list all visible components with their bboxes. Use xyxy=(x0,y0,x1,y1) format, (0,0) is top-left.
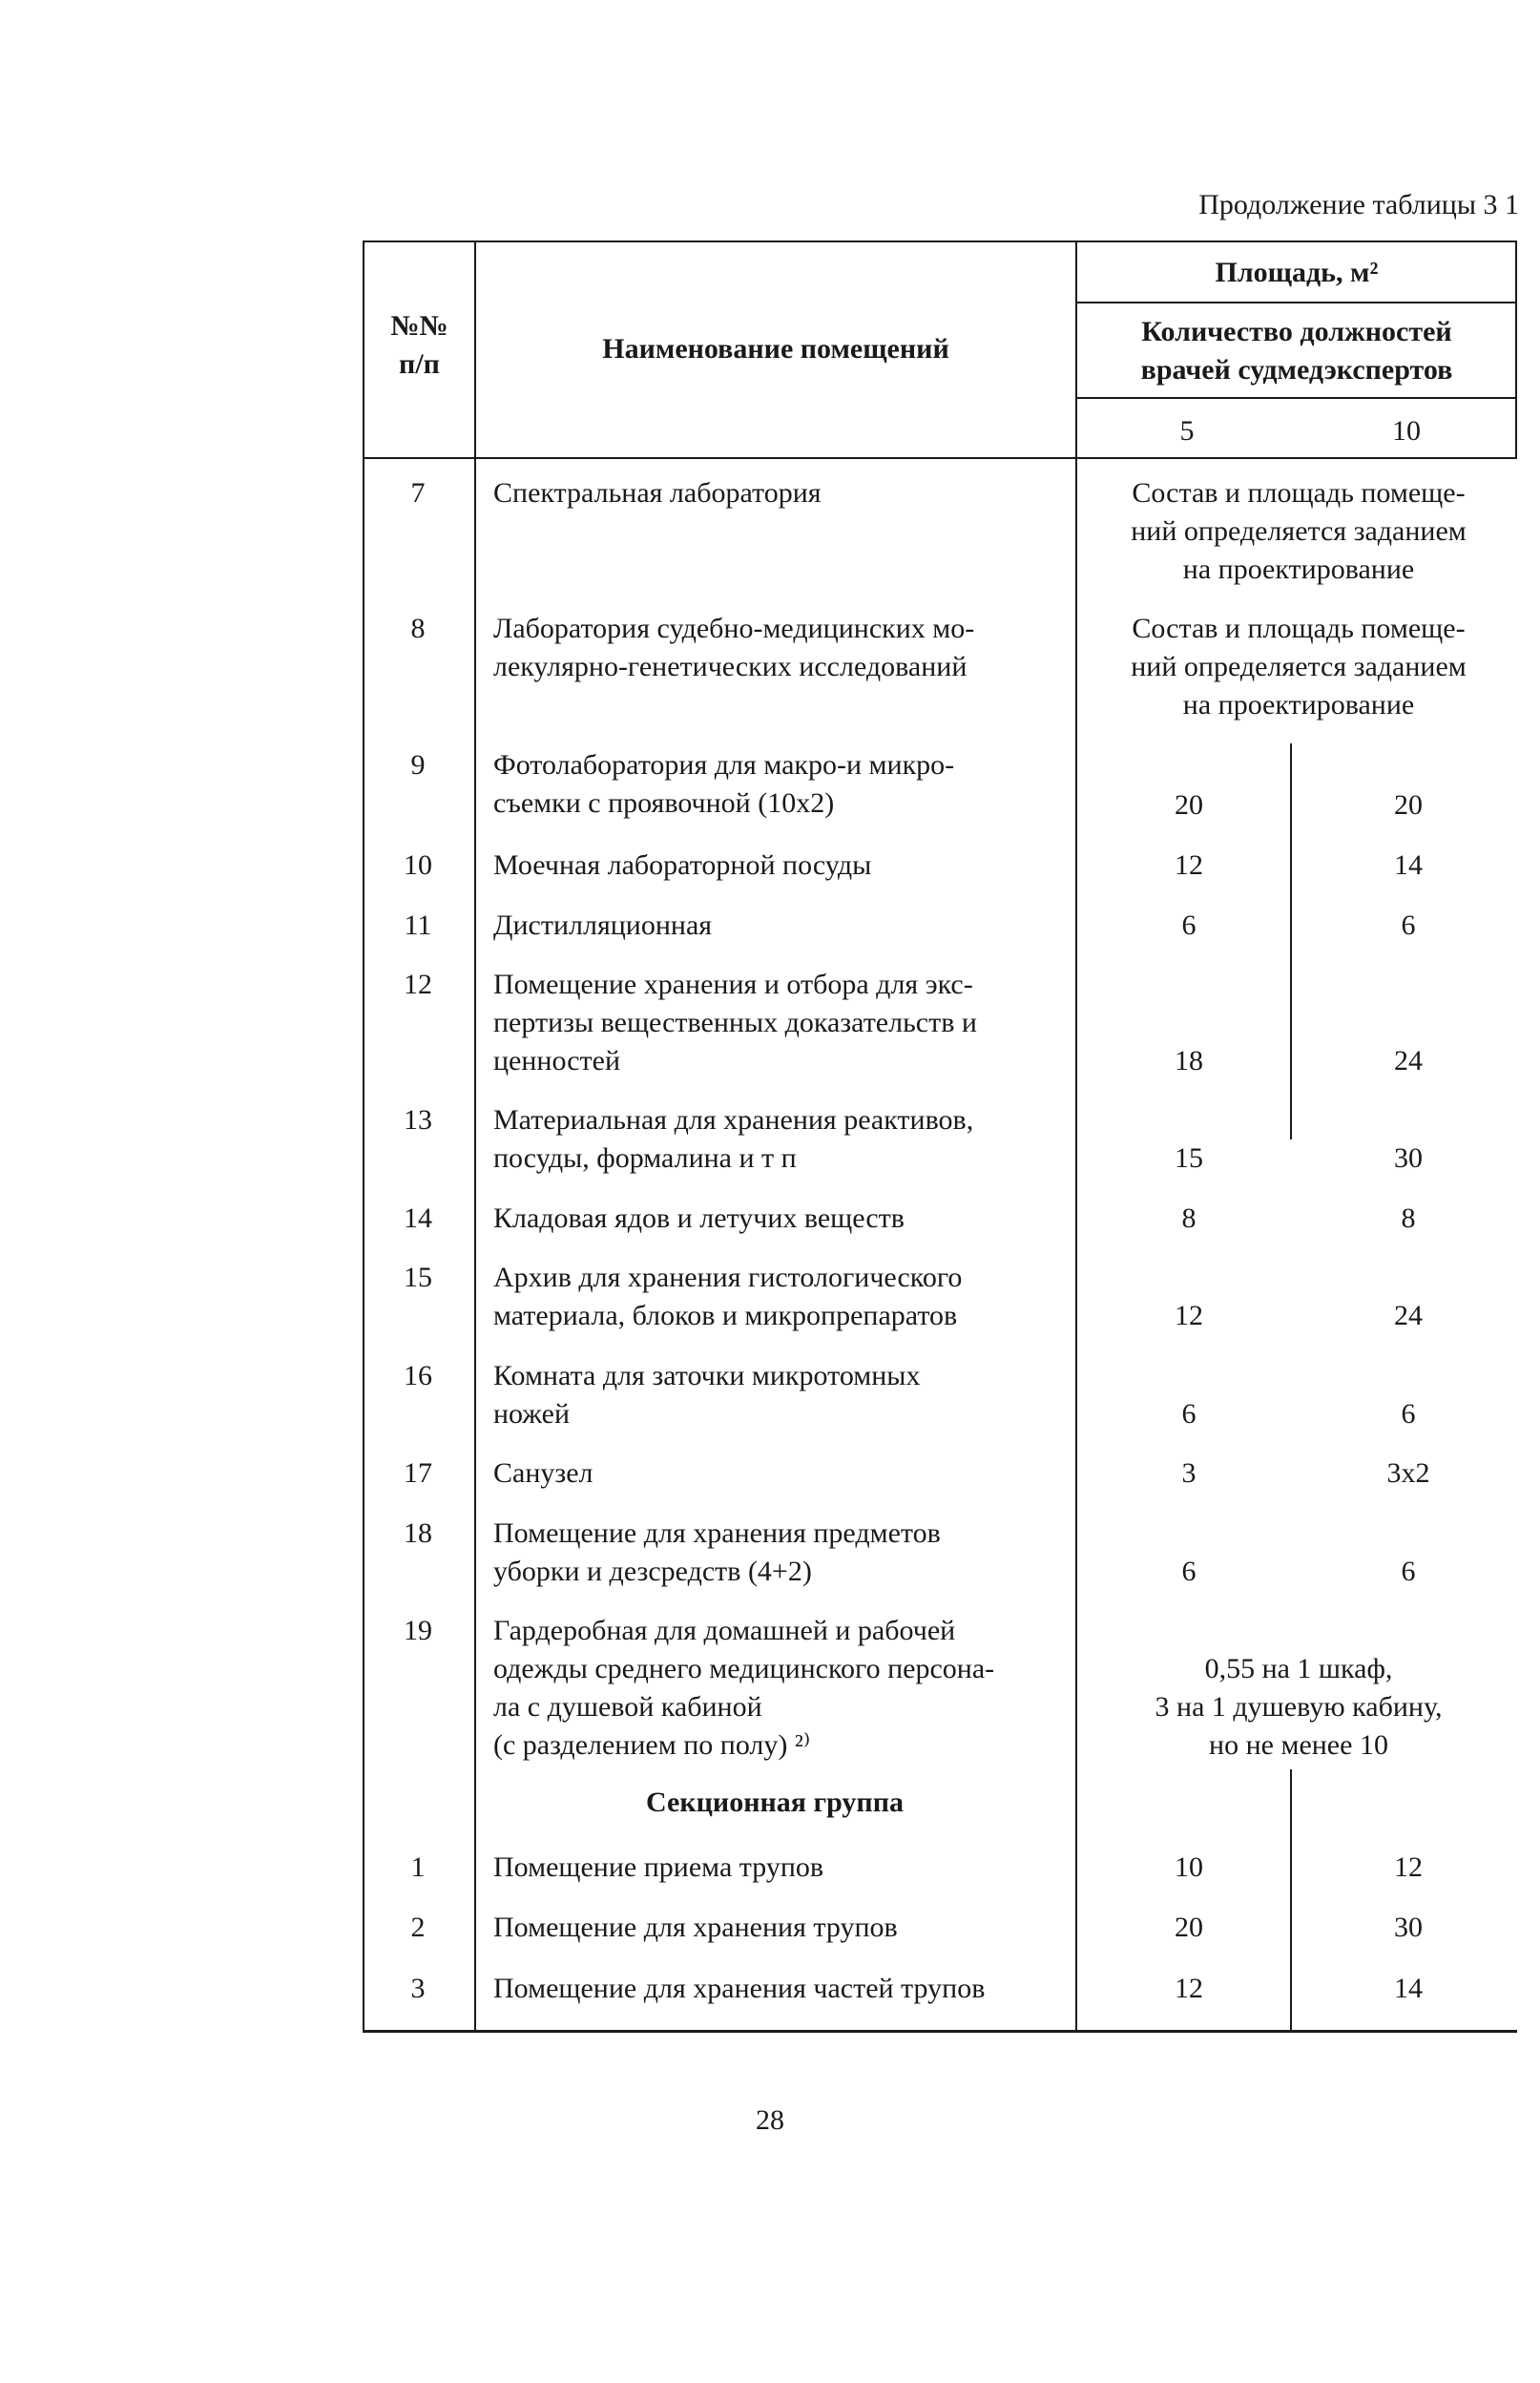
area-10: 6 xyxy=(1401,1556,1416,1587)
row-number: 7 xyxy=(410,477,426,509)
room-name: Комната для заточки микротомных ножей xyxy=(493,1360,921,1430)
area-10: 6 xyxy=(1401,1398,1416,1430)
row-number: 10 xyxy=(404,849,432,881)
area-note: Состав и площадь помеще- ний определяется заданием на проектирование xyxy=(1131,613,1467,721)
area-10: 8 xyxy=(1401,1202,1416,1234)
area-header: Площадь, м² xyxy=(1215,257,1379,288)
num-column-header: №№ п/п xyxy=(390,310,448,380)
row-number: 2 xyxy=(410,1912,426,1943)
room-name: Архив для хранения гистологического материала, блоков и микропрепаратов xyxy=(493,1262,963,1331)
column-divider xyxy=(474,242,476,2033)
row-number: 13 xyxy=(404,1104,432,1136)
area-10: 12 xyxy=(1394,1851,1423,1883)
area-5: 8 xyxy=(1181,1202,1197,1234)
row-number: 18 xyxy=(404,1517,432,1549)
row-number: 14 xyxy=(404,1202,432,1234)
area-5: 6 xyxy=(1181,1398,1197,1430)
area-10: 20 xyxy=(1394,789,1423,821)
area-10: 24 xyxy=(1394,1300,1423,1331)
room-name: Помещение для хранения предметов уборки и дезсредств (4+2) xyxy=(493,1517,941,1587)
row-number: 11 xyxy=(404,909,432,941)
area-10: 24 xyxy=(1394,1045,1423,1077)
area-note: 0,55 на 1 шкаф, 3 на 1 душевую кабину, но не менее 10 xyxy=(1155,1653,1443,1761)
room-name: Помещение приема трупов xyxy=(493,1851,824,1883)
row-number: 8 xyxy=(410,613,426,644)
area-5: 20 xyxy=(1175,789,1203,821)
room-name: Помещение хранения и отбора для экс- пертизы вещественных доказательств и ценностей xyxy=(493,969,977,1077)
area-10: 30 xyxy=(1394,1912,1423,1943)
room-name: Помещение для хранения трупов xyxy=(493,1912,898,1943)
area-5: 12 xyxy=(1175,1300,1203,1331)
area-5: 3 xyxy=(1181,1457,1197,1489)
room-name: Лаборатория судебно-медицинских мо- лекулярно-генетических исследований xyxy=(493,613,975,682)
name-column-header: Наименование помещений xyxy=(602,333,949,365)
table-continuation-caption: Продолжение таблицы 3 1 xyxy=(1198,189,1519,220)
page-number: 28 xyxy=(756,2104,784,2136)
area-5: 10 xyxy=(1175,1851,1203,1883)
column-divider xyxy=(1075,242,1077,2033)
area-5: 12 xyxy=(1175,1973,1203,2004)
section-title: Секционная группа xyxy=(646,1787,904,1818)
header-divider xyxy=(1075,397,1517,399)
positions-header: Количество должностей врачей судмедэкспертов xyxy=(1140,316,1453,386)
room-name: Дистилляционная xyxy=(493,909,713,941)
col-5-header: 5 xyxy=(1179,415,1195,447)
rooms-table xyxy=(363,240,1517,2033)
row-number: 17 xyxy=(404,1457,432,1489)
room-name: Гардеробная для домашней и рабочей одежды среднего медицинского персона- ла с душевой кабиной (с разделением по полу) ²⁾ xyxy=(493,1615,995,1761)
area-5: 15 xyxy=(1175,1142,1203,1174)
area-5: 6 xyxy=(1181,1556,1197,1587)
row-number: 16 xyxy=(404,1360,432,1391)
area-5: 20 xyxy=(1175,1912,1203,1943)
room-name: Фотолаборатория для макро-и микро- съемки с проявочной (10х2) xyxy=(493,749,955,819)
room-name: Помещение для хранения частей трупов xyxy=(493,1973,986,2004)
header-divider xyxy=(1075,302,1517,303)
room-name: Кладовая ядов и летучих веществ xyxy=(493,1202,905,1234)
row-number: 19 xyxy=(404,1615,432,1646)
room-name: Моечная лабораторной посуды xyxy=(493,849,872,881)
room-name: Санузел xyxy=(493,1457,593,1489)
area-5: 6 xyxy=(1181,909,1197,941)
row-number: 3 xyxy=(410,1973,426,2004)
header-bottom-line xyxy=(364,457,1517,459)
area-5: 18 xyxy=(1175,1045,1203,1077)
row-number: 1 xyxy=(410,1851,426,1883)
row-number: 15 xyxy=(404,1262,432,1293)
row-number: 9 xyxy=(410,749,426,781)
area-5: 12 xyxy=(1175,849,1203,881)
room-name: Материальная для хранения реактивов, посуды, формалина и т п xyxy=(493,1104,974,1174)
area-10: 6 xyxy=(1401,909,1416,941)
area-note: Состав и площадь помеще- ний определяется заданием на проектирование xyxy=(1131,477,1467,585)
area-10: 30 xyxy=(1394,1142,1423,1174)
row-number: 12 xyxy=(404,969,432,1000)
col-10-header: 10 xyxy=(1392,415,1421,447)
room-name: Спектральная лаборатория xyxy=(493,477,822,509)
area-10: 3х2 xyxy=(1386,1457,1430,1489)
area-10: 14 xyxy=(1394,849,1423,881)
area-10: 14 xyxy=(1394,1973,1423,2004)
